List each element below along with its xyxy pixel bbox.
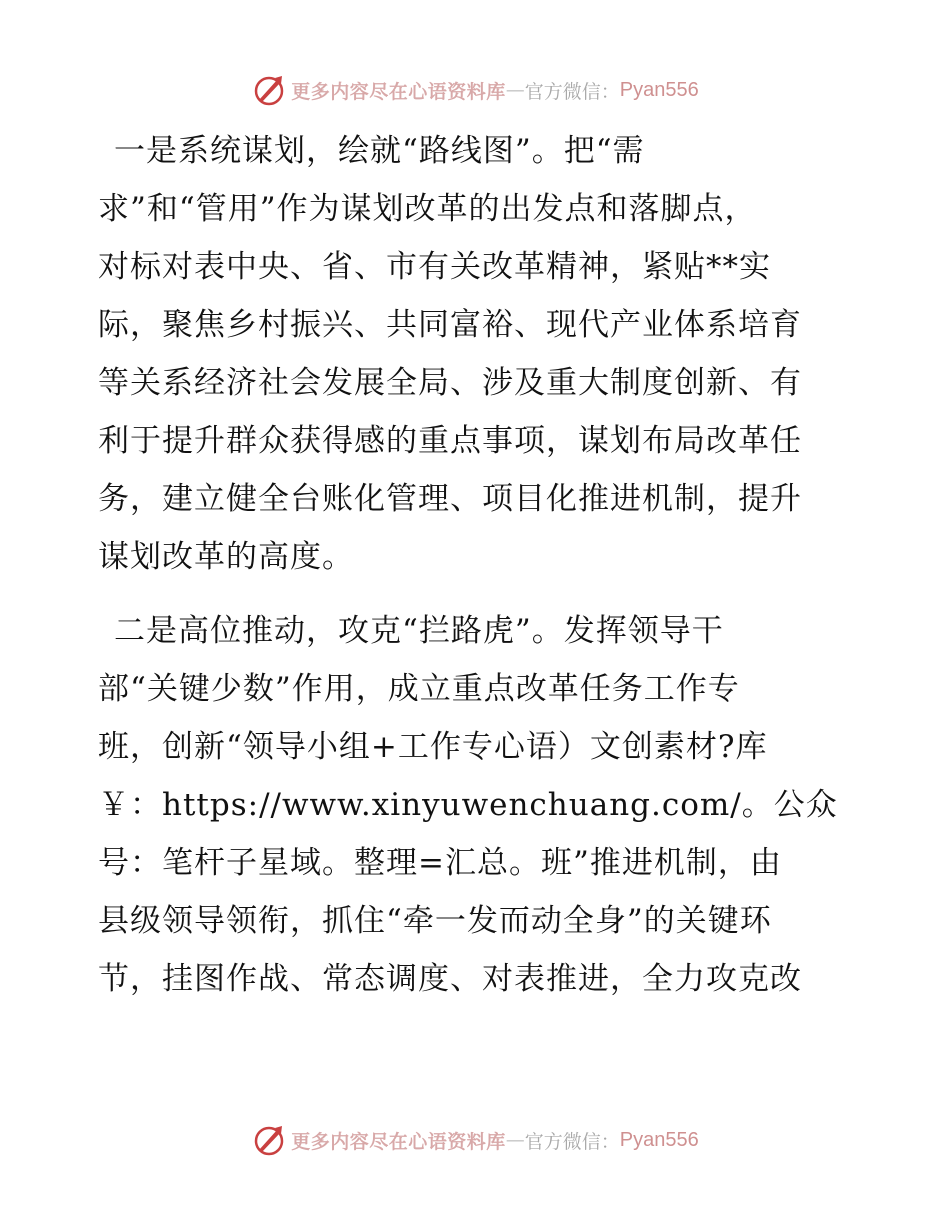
footer-watermark — [0, 1120, 950, 1160]
text-line: 一是系统谋划，绘就“路线图”。把“需 — [114, 133, 645, 169]
text-line: 部“关键少数”作用，成立重点改革任务工作专 — [98, 671, 740, 707]
watermark-label: 官方微信： — [524, 80, 620, 103]
quill-logo-icon — [251, 72, 287, 108]
watermark-wechat-id: Pyan556 — [619, 1128, 699, 1151]
paragraph-1 — [98, 122, 858, 586]
text-line: 县级领导领衔，抓住“牵一发而动全身”的关键环 — [98, 903, 772, 939]
paragraph-2 — [98, 602, 858, 1008]
text-line: 节，挂图作战、常态调度、对表推进，全力攻克改 — [98, 961, 802, 997]
text-line: 对标对表中央、省、市有关改革精神，紧贴**实 — [98, 249, 771, 285]
watermark-dash: — — [505, 1129, 525, 1151]
text-line: 号：笔杆子星域。整理=汇总。班”推进机制，由 — [98, 845, 782, 881]
quill-logo-icon — [251, 1122, 287, 1158]
text-line: 际，聚焦乡村振兴、共同富裕、现代产业体系培育 — [98, 307, 802, 343]
text-line: 二是高位推动，攻克“拦路虎”。发挥领导干 — [114, 613, 724, 649]
text-line: 谋划改革的高度。 — [98, 539, 354, 575]
watermark-wechat-id: Pyan556 — [619, 78, 699, 101]
text-line: 等关系经济社会发展全局、涉及重大制度创新、有 — [98, 365, 802, 401]
paragraph-spacer — [98, 586, 858, 602]
text-line: 利于提升群众获得感的重点事项，谋划布局改革任 — [98, 423, 802, 459]
text-line: 务，建立健全台账化管理、项目化推进机制，提升 — [98, 481, 802, 517]
watermark-slogan: 更多内容尽在心语资料库 — [291, 80, 506, 103]
header-watermark — [0, 70, 950, 110]
watermark-slogan: 更多内容尽在心语资料库 — [291, 1130, 506, 1153]
text-line: ￥：https://www.xinyuwenchuang.com/。公众 — [98, 787, 838, 823]
text-line: 求”和“管用”作为谋划改革的出发点和落脚点， — [98, 191, 757, 227]
watermark-dash: — — [505, 79, 525, 101]
text-line: 班，创新“领导小组+工作专心语）文创素材?库 — [98, 729, 768, 765]
document-body — [98, 122, 858, 1008]
watermark-label: 官方微信： — [524, 1130, 620, 1153]
